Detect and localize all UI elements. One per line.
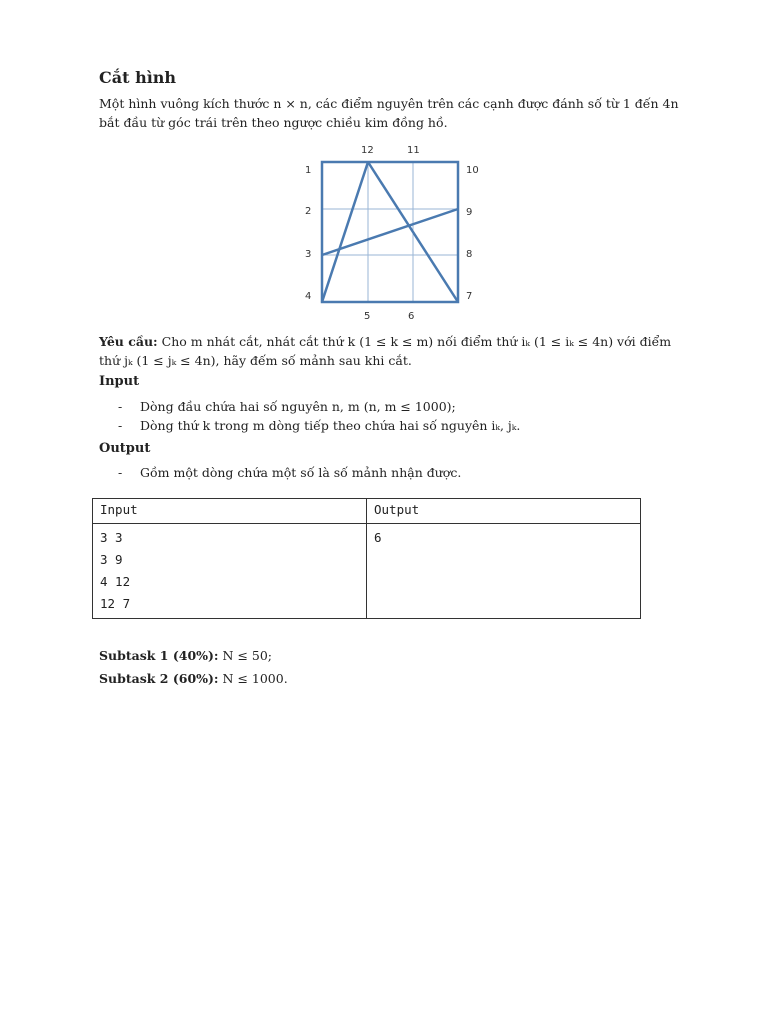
list-item: - Dòng đầu chứa hai số nguyên n, m (n, m ≤ 1000); xyxy=(118,397,678,416)
label-8: 8 xyxy=(466,249,473,260)
requirement-label: Yêu cầu: xyxy=(99,334,158,349)
output-heading: Output xyxy=(99,441,151,456)
label-5: 5 xyxy=(364,311,371,322)
output-list xyxy=(118,463,678,482)
label-10: 10 xyxy=(466,165,479,176)
cut-3-9 xyxy=(322,209,458,255)
requirement-text: Cho m nhát cắt, nhát cắt thứ k (1 ≤ k ≤ m) nối điểm thứ iₖ (1 ≤ iₖ ≤ 4n) với điểm thứ jₖ (1 ≤ jₖ ≤ 4n), hãy đếm số mảnh sau khi cắt. xyxy=(99,334,672,368)
example-input-cell xyxy=(93,524,367,619)
label-7: 7 xyxy=(466,291,473,302)
input-list xyxy=(118,397,678,435)
square-cut-figure xyxy=(290,140,490,325)
example-input-line: 3 9 xyxy=(100,552,123,567)
label-12: 12 xyxy=(361,145,374,156)
subtask-1-label: Subtask 1 (40%): xyxy=(99,648,219,663)
example-input-line: 3 3 xyxy=(100,530,123,545)
example-header-output: Output xyxy=(367,499,641,524)
example-output-cell xyxy=(367,524,641,619)
cut-lines xyxy=(322,162,458,302)
label-6: 6 xyxy=(408,311,415,322)
label-3: 3 xyxy=(305,249,312,260)
list-item: - Dòng thứ k trong m dòng tiếp theo chứa hai số nguyên iₖ, jₖ. xyxy=(118,416,678,435)
cut-4-12 xyxy=(322,162,368,302)
example-header-input: Input xyxy=(93,499,367,524)
page-title: Cắt hình xyxy=(99,68,177,87)
example-input-line: 4 12 xyxy=(100,574,131,589)
label-1: 1 xyxy=(305,165,312,176)
label-11: 11 xyxy=(407,145,420,156)
input-heading: Input xyxy=(99,374,140,389)
subtask-1 xyxy=(99,648,272,663)
label-2: 2 xyxy=(305,206,312,217)
subtask-2-text: N ≤ 1000. xyxy=(222,671,288,686)
subtask-1-text: N ≤ 50; xyxy=(222,648,273,663)
label-4: 4 xyxy=(305,291,312,302)
example-output-line: 6 xyxy=(374,530,382,545)
intro-paragraph: Một hình vuông kích thước n × n, các điểm nguyên trên các cạnh được đánh số từ 1 đến 4n bắt đầu từ góc trái trên theo ngược chiều kim đồng hồ. xyxy=(99,96,679,130)
list-item: - Gồm một dòng chứa một số là số mảnh nhận được. xyxy=(118,463,678,482)
subtask-2 xyxy=(99,671,288,686)
subtask-2-label: Subtask 2 (60%): xyxy=(99,671,219,686)
example-table xyxy=(92,498,641,619)
example-input-line: 12 7 xyxy=(100,596,131,611)
label-9: 9 xyxy=(466,207,473,218)
requirement-paragraph xyxy=(99,332,689,370)
